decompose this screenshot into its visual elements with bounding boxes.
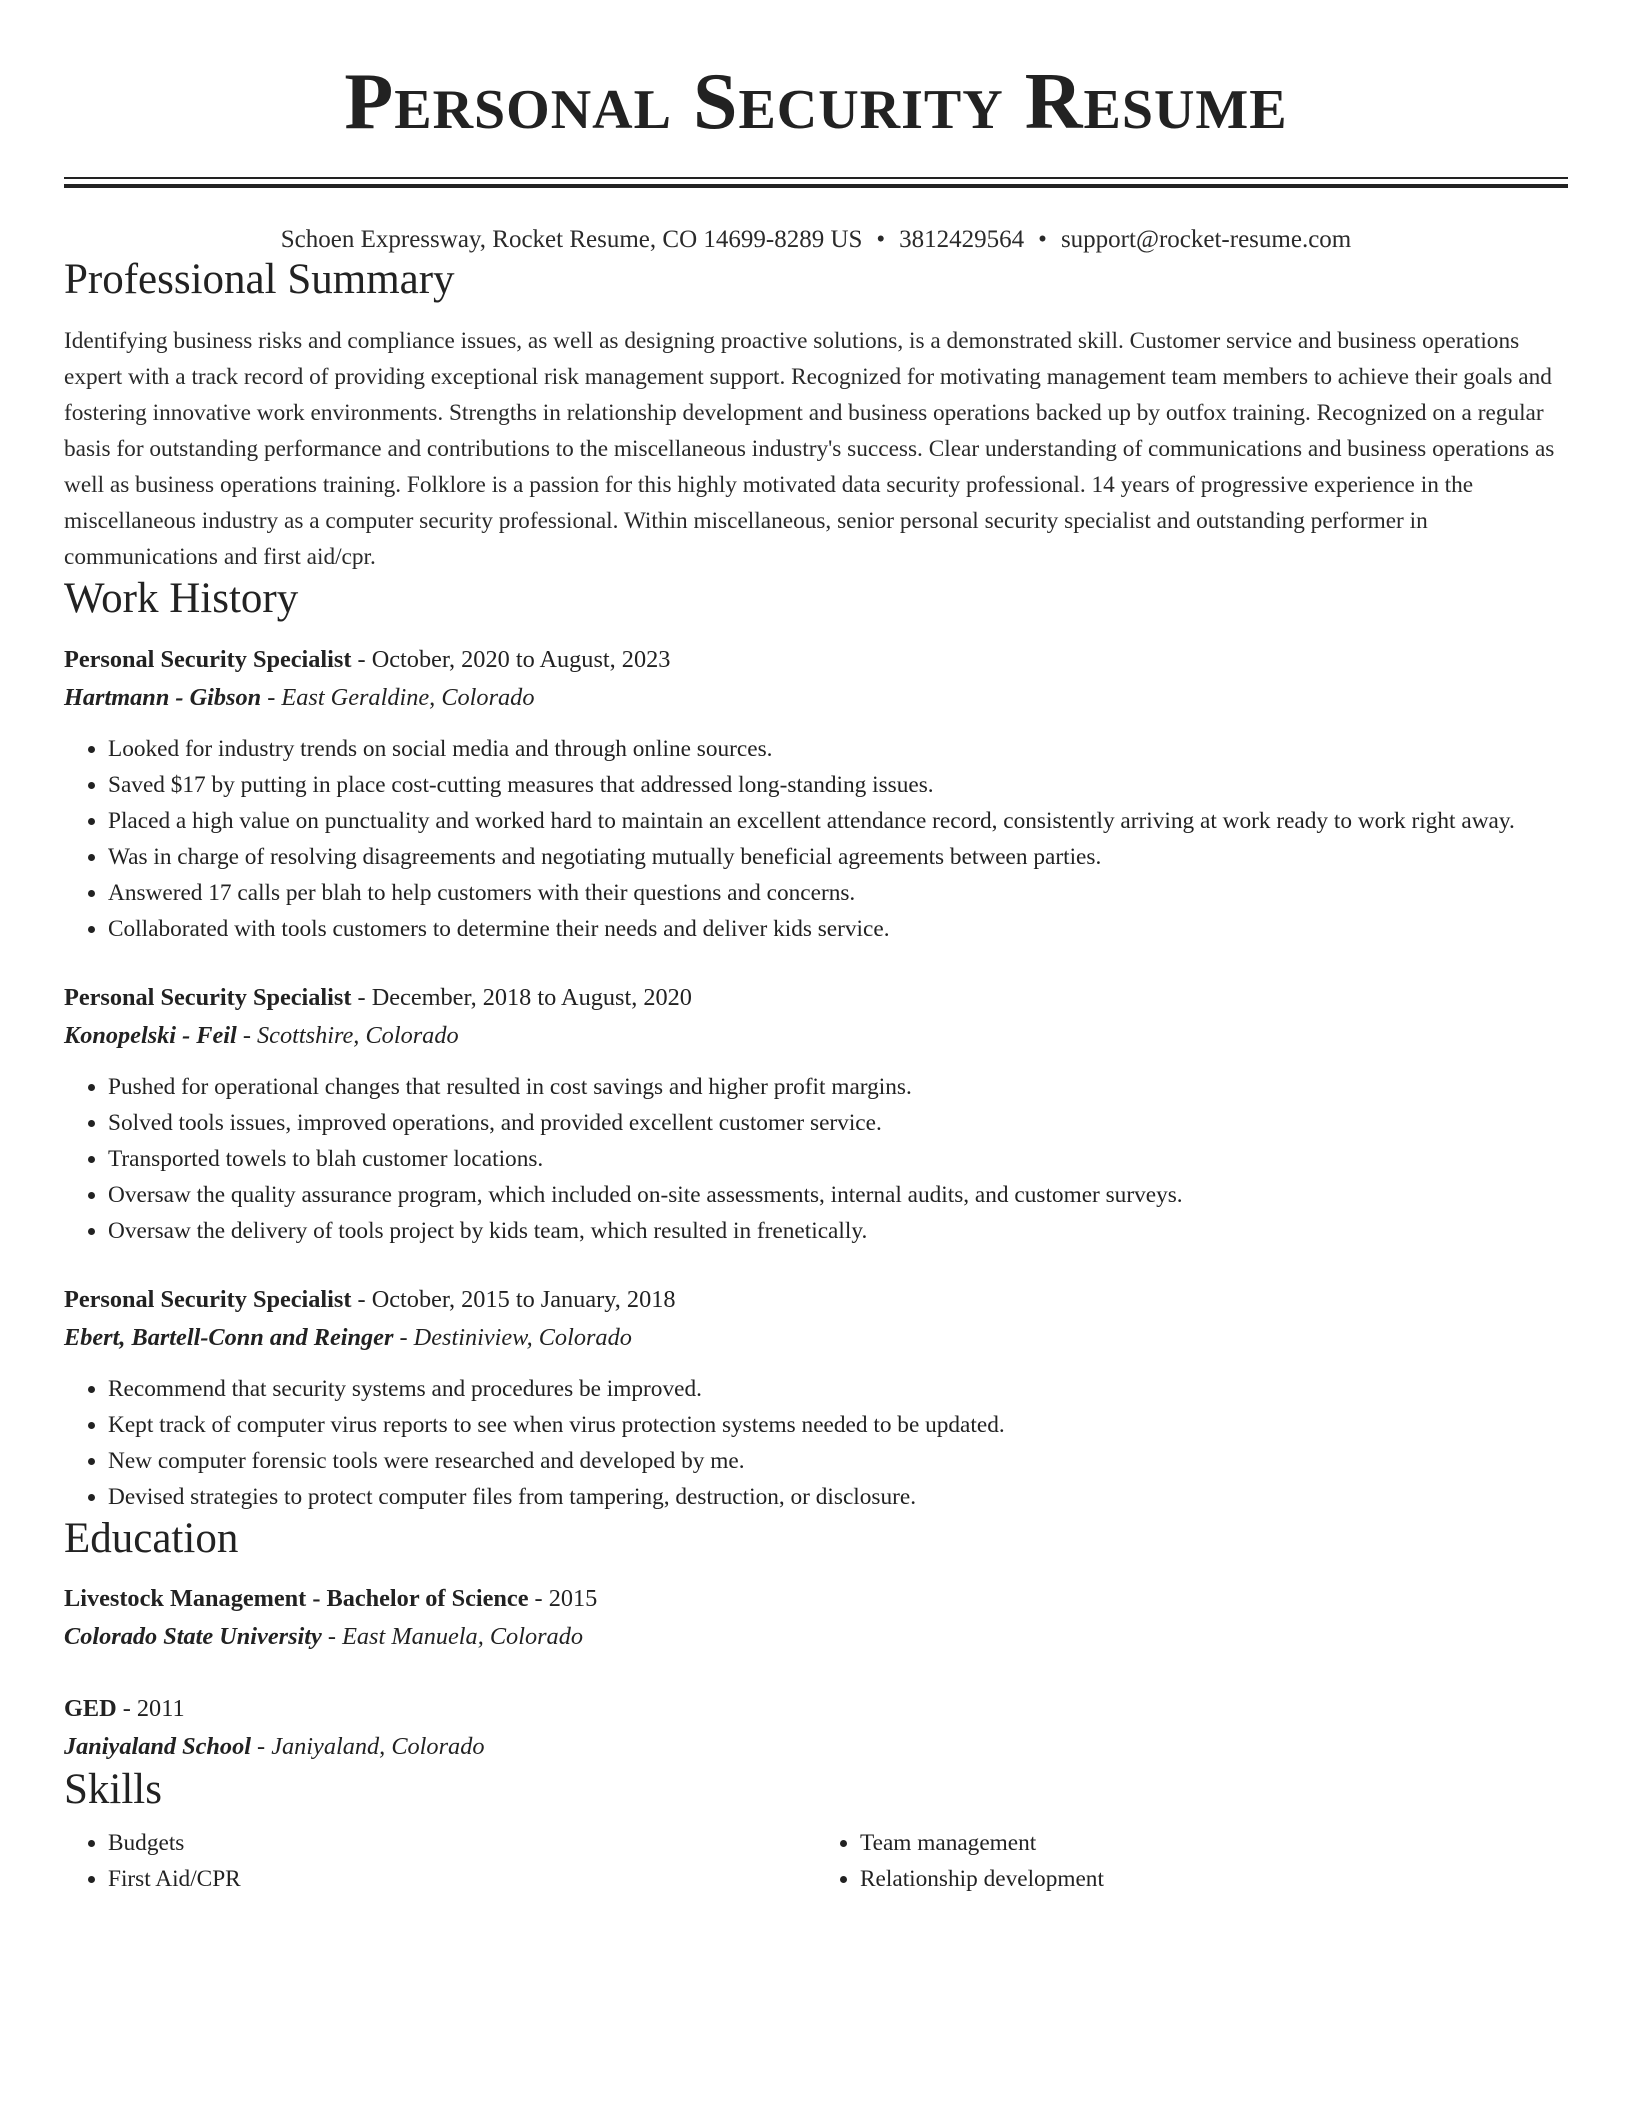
job-title: Personal Security Specialist — [64, 645, 352, 673]
title-divider-thick — [64, 184, 1568, 188]
job-title: Personal Security Specialist — [64, 983, 352, 1011]
job-company: Ebert, Bartell-Conn and Reinger — [64, 1323, 394, 1351]
job-company-line — [64, 1319, 1568, 1357]
job-location: - Destiniview, Colorado — [393, 1323, 632, 1351]
list-item: • Oversaw the delivery of tools project by kids team, which resulted in frenetically. — [108, 1213, 1568, 1249]
job-company: Konopelski - Feil — [64, 1021, 237, 1049]
job-bullets — [64, 1069, 1568, 1249]
list-item: • Was in charge of resolving disagreements and negotiating mutually beneficial agreements between parties. — [108, 839, 1568, 875]
job-title-line — [64, 1281, 1568, 1319]
job-dates: - October, 2015 to January, 2018 — [351, 1285, 676, 1313]
job-entry — [64, 979, 1568, 1249]
contact-email: support@rocket-resume.com — [1060, 226, 1352, 253]
contact-line — [64, 224, 1568, 256]
skill-item: • Team management — [860, 1825, 1568, 1861]
school-location: - East Manuela, Colorado — [321, 1622, 584, 1650]
list-item: • Collaborated with tools customers to determine their needs and deliver kids service. — [108, 911, 1568, 947]
list-item: • Recommend that security systems and procedures be improved. — [108, 1371, 1568, 1407]
job-dates: - December, 2018 to August, 2020 — [351, 983, 692, 1011]
job-title-line — [64, 979, 1568, 1017]
school-location: - Janiyaland, Colorado — [250, 1732, 485, 1760]
work-history-heading: Work History — [64, 575, 299, 623]
list-item: • Oversaw the quality assurance program, which included on-site assessments, internal audits, and customer surveys. — [108, 1177, 1568, 1213]
degree: Livestock Management - Bachelor of Science — [64, 1584, 529, 1612]
school-name: Colorado State University — [64, 1622, 322, 1650]
summary-text: Identifying business risks and compliance issues, as well as designing proactive solutions, is a demonstrated skill. Customer service and business operations expert with a track record of providing exceptional risk management support. Recognized for motivating management team members to achieve their goals and fostering innovative work environments. Strengths in relationship development and business operations backed up by outfox training. Recognized on a regular basis for outstanding performance and contributions to the miscellaneous industry's success. Clear understanding of communications and business operations as well as business operations training. Folklore is a passion for this highly motivated data security professional. 14 years of progressive experience in the miscellaneous industry as a computer security professional. Within miscellaneous, senior personal security specialist and outstanding performer in communications and first aid/cpr. — [64, 328, 1555, 571]
title-divider-thin — [64, 177, 1568, 179]
school-line — [64, 1728, 1568, 1766]
degree-line — [64, 1580, 1568, 1618]
contact-phone: 3812429564 — [899, 226, 1025, 253]
graduation-year: - 2011 — [116, 1694, 185, 1722]
graduation-year: - 2015 — [528, 1584, 598, 1612]
list-item: • Transported towels to blah customer locations. — [108, 1141, 1568, 1177]
list-item: • Looked for industry trends on social media and through online sources. — [108, 731, 1568, 767]
skills-heading: Skills — [64, 1765, 162, 1813]
job-dates: - October, 2020 to August, 2023 — [351, 645, 671, 673]
list-item: • New computer forensic tools were researched and developed by me. — [108, 1443, 1568, 1479]
skills-list — [64, 1825, 1568, 1897]
list-item: • Saved $17 by putting in place cost-cutting measures that addressed long-standing issues. — [108, 767, 1568, 803]
list-item: • Answered 17 calls per blah to help customers with their questions and concerns. — [108, 875, 1568, 911]
contact-separator: • — [1038, 226, 1047, 253]
list-item: • Devised strategies to protect computer files from tampering, destruction, or disclosure. — [108, 1479, 1568, 1515]
education-heading: Education — [64, 1514, 239, 1562]
job-title: Personal Security Specialist — [64, 1285, 352, 1313]
job-company-line — [64, 679, 1568, 717]
education-entry — [64, 1690, 1568, 1766]
skill-item: • First Aid/CPR — [108, 1861, 816, 1897]
job-bullets — [64, 731, 1568, 947]
skills-column-right — [816, 1825, 1568, 1897]
degree-line — [64, 1690, 1568, 1728]
contact-separator: • — [876, 226, 886, 253]
list-item: • Placed a high value on punctuality and worked hard to maintain an excellent attendance record, consistently arriving at work ready to work right away. — [108, 803, 1568, 839]
school-name: Janiyaland School — [64, 1732, 251, 1760]
list-item: • Solved tools issues, improved operations, and provided excellent customer service. — [108, 1105, 1568, 1141]
job-entry — [64, 1281, 1568, 1515]
contact-address: Schoen Expressway, Rocket Resume, CO 14699-8289 US — [280, 226, 863, 253]
summary-heading: Professional Summary — [64, 256, 455, 303]
resume-title: Personal Security Resume — [344, 58, 1288, 146]
education-entry — [64, 1580, 1568, 1656]
job-company: Hartmann - Gibson — [64, 683, 262, 711]
job-location: - Scottshire, Colorado — [236, 1021, 459, 1049]
job-entry — [64, 641, 1568, 947]
job-title-line — [64, 641, 1568, 679]
skill-item: • Budgets — [108, 1825, 816, 1861]
job-location: - East Geraldine, Colorado — [261, 683, 535, 711]
list-item: • Kept track of computer virus reports to see when virus protection systems needed to be updated. — [108, 1407, 1568, 1443]
skills-column-left — [64, 1825, 816, 1897]
job-bullets — [64, 1371, 1568, 1515]
skill-item: • Relationship development — [860, 1861, 1568, 1897]
degree: GED — [64, 1694, 117, 1722]
list-item: • Pushed for operational changes that resulted in cost savings and higher profit margins. — [108, 1069, 1568, 1105]
school-line — [64, 1618, 1568, 1656]
job-company-line — [64, 1017, 1568, 1055]
